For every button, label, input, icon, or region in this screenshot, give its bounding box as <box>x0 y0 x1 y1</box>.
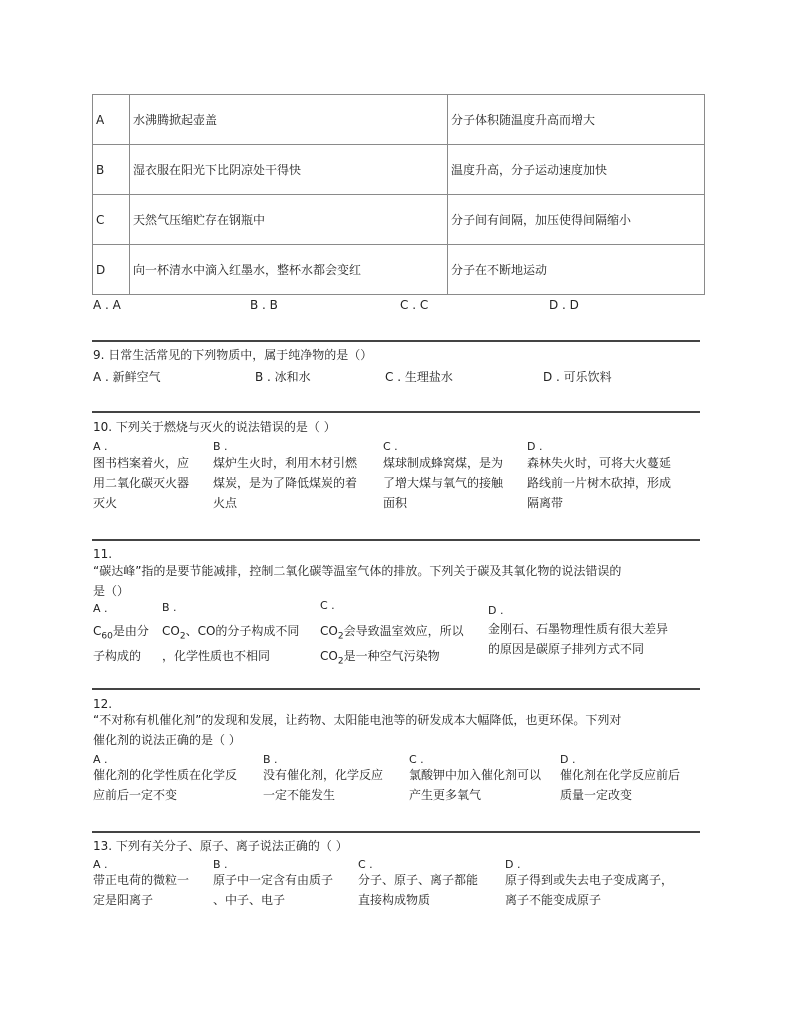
option-line: 催化剂的化学性质在化学反 <box>93 768 238 782</box>
option-line: 、中子、电子 <box>213 893 286 907</box>
option-line: 煤炭，是为了降低煤炭的着 <box>213 476 358 490</box>
option-line: 应前后一定不变 <box>93 788 178 802</box>
option-line <box>162 621 320 646</box>
q11-option-d[interactable] <box>488 619 703 659</box>
q11-label-a: A . <box>93 602 108 615</box>
option-line: 氯酸钾中加入催化剂可以 <box>409 768 542 782</box>
option-line: 面积 <box>383 496 408 510</box>
option-line: 定是阳离子 <box>93 893 154 907</box>
option-line <box>320 621 486 646</box>
q8-option-d[interactable]: D . D <box>549 298 579 312</box>
option-line <box>320 646 486 671</box>
table-cell: 天然气压缩贮存在钢瓶中 <box>130 195 448 245</box>
q9-option-d[interactable]: D . 可乐饮料 <box>543 370 612 384</box>
option-line: 的原因是碳原子排列方式不同 <box>488 642 645 656</box>
table-cell: D <box>93 245 130 295</box>
table-cell: 分子间有间隔，加压使得间隔缩小 <box>448 195 705 245</box>
stem-line: 是（） <box>93 584 130 598</box>
q11-option-c[interactable] <box>320 621 486 672</box>
formula-co2: CO <box>320 624 338 638</box>
q12-stem <box>93 710 703 750</box>
subscript: 2 <box>337 631 344 642</box>
q11-option-b[interactable] <box>162 621 320 666</box>
q10-option-b[interactable] <box>213 453 381 513</box>
q12-option-d[interactable] <box>560 765 702 805</box>
q11-label-d: D . <box>488 604 504 617</box>
divider <box>92 411 700 413</box>
q10-label-a: A . <box>93 440 108 453</box>
divider <box>92 688 700 690</box>
option-line: 直接构成物质 <box>358 893 431 907</box>
q12-label-c: C . <box>409 753 424 766</box>
subscript: 2 <box>337 656 344 667</box>
divider <box>92 340 700 342</box>
q10-label-d: D . <box>527 440 543 453</box>
q9-question: 9. 日常生活常见的下列物质中，属于纯净物的是（） <box>93 348 373 362</box>
table-row <box>93 95 705 145</box>
q13-option-d[interactable] <box>505 870 703 910</box>
option-line: 分子、原子、离子都能 <box>358 873 479 887</box>
option-line: 金刚石、石墨物理性质有很大差异 <box>488 622 669 636</box>
q8-option-b[interactable]: B . B <box>250 298 278 312</box>
option-line <box>93 621 161 646</box>
option-line: 带正电荷的微粒一 <box>93 873 190 887</box>
q12-label-b: B . <box>263 753 278 766</box>
divider <box>92 831 700 833</box>
q10-label-b: B . <box>213 440 228 453</box>
subscript: 2 <box>179 631 186 642</box>
q10-option-d[interactable] <box>527 453 697 513</box>
option-line: 煤炉生火时，利用木材引燃 <box>213 456 358 470</box>
option-line: 催化剂在化学反应前后 <box>560 768 681 782</box>
formula-c60: C <box>93 624 102 638</box>
q13-question: 13. 下列有关分子、原子、离子说法正确的（ ） <box>93 839 348 853</box>
q10-option-c[interactable] <box>383 453 525 513</box>
option-line: 煤球制成蜂窝煤，是为 <box>383 456 504 470</box>
option-text: 是由分 <box>112 624 149 638</box>
option-line: 图书档案着火，应 <box>93 456 190 470</box>
option-line: ，化学性质也不相同 <box>162 649 271 664</box>
option-line: 一定不能发生 <box>263 788 336 802</box>
option-line: 路线前一片树木砍掉，形成 <box>527 476 672 490</box>
table-row <box>93 245 705 295</box>
option-line: 原子中一定含有由质子 <box>213 873 334 887</box>
option-line: 森林失火时，可将大火蔓延 <box>527 456 672 470</box>
q12-number: 12. <box>93 697 113 711</box>
option-line: 没有催化剂，化学反应 <box>263 768 384 782</box>
option-line: 隔离带 <box>527 496 564 510</box>
q9-option-c[interactable]: C . 生理盐水 <box>385 370 453 384</box>
q13-option-b[interactable] <box>213 870 356 910</box>
divider <box>92 539 700 541</box>
q12-option-b[interactable] <box>263 765 407 805</box>
q12-label-a: A . <box>93 753 108 766</box>
table-cell: 温度升高，分子运动速度加快 <box>448 145 705 195</box>
q8-option-c[interactable]: C . C <box>400 298 429 312</box>
q10-label-c: C . <box>383 440 398 453</box>
q10-question: 10. 下列关于燃烧与灭火的说法错误的是（ ） <box>93 420 336 434</box>
option-line: 质量一定改变 <box>560 788 633 802</box>
q13-label-b: B . <box>213 858 228 871</box>
option-text: 、CO的分子构成不同 <box>185 624 300 638</box>
stem-line: “不对称有机催化剂”的发现和发展，让药物、太阳能电池等的研发成本大幅降低，也更环保。下列对 <box>93 713 622 727</box>
table-cell: C <box>93 195 130 245</box>
q11-label-c: C . <box>320 599 335 612</box>
q13-label-a: A . <box>93 858 108 871</box>
stem-line: “碳达峰”指的是要节能减排，控制二氧化碳等温室气体的排放。下列关于碳及其氧化物的说法错误的 <box>93 564 622 578</box>
q8-table <box>92 94 705 295</box>
table-cell: 分子体积随温度升高而增大 <box>448 95 705 145</box>
subscript: 60 <box>101 631 113 642</box>
q11-option-a[interactable] <box>93 621 161 666</box>
q12-label-d: D . <box>560 753 576 766</box>
formula-co2: CO <box>320 649 338 664</box>
q11-label-b: B . <box>162 601 177 614</box>
q9-option-a[interactable]: A . 新鲜空气 <box>93 370 161 384</box>
option-line: 了增大煤与氧气的接触 <box>383 476 504 490</box>
q13-label-c: C . <box>358 858 373 871</box>
table-row <box>93 145 705 195</box>
stem-line: 催化剂的说法正确的是（ ） <box>93 733 241 747</box>
q13-option-a[interactable] <box>93 870 211 910</box>
table-cell: 水沸腾掀起壶盖 <box>130 95 448 145</box>
option-line: 子构成的 <box>93 649 142 664</box>
formula-co2: CO <box>162 624 180 638</box>
q12-option-a[interactable] <box>93 765 261 805</box>
table-cell: A <box>93 95 130 145</box>
table-cell: 分子在不断地运动 <box>448 245 705 295</box>
option-line: 灭火 <box>93 496 118 510</box>
option-line: 产生更多氧气 <box>409 788 482 802</box>
option-line: 用二氧化碳灭火器 <box>93 476 190 490</box>
table-row <box>93 195 705 245</box>
q13-option-c[interactable] <box>358 870 503 910</box>
table-cell: B <box>93 145 130 195</box>
q11-number: 11. <box>93 547 113 561</box>
table-cell: 向一杯清水中滴入红墨水，整杯水都会变红 <box>130 245 448 295</box>
option-text: 是一种空气污染物 <box>343 649 440 664</box>
table-cell: 湿衣服在阳光下比阴凉处干得快 <box>130 145 448 195</box>
option-text: 会导致温室效应，所以 <box>343 624 464 638</box>
option-line: 离子不能变成原子 <box>505 893 602 907</box>
q12-option-c[interactable] <box>409 765 559 805</box>
option-line: 火点 <box>213 496 238 510</box>
q11-stem <box>93 561 703 601</box>
q8-option-a[interactable]: A . A <box>93 298 121 312</box>
q10-option-a[interactable] <box>93 453 211 513</box>
option-line: 原子得到或失去电子变成离子， <box>505 873 674 887</box>
q9-option-b[interactable]: B . 冰和水 <box>255 370 311 384</box>
q13-label-d: D . <box>505 858 521 871</box>
